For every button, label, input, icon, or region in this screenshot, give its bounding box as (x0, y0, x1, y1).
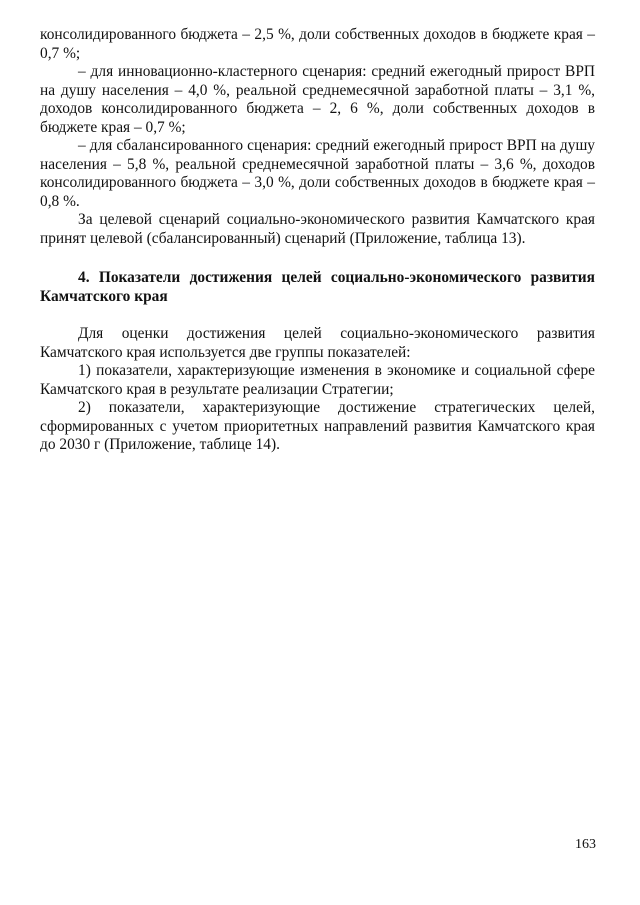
list-item-indicators-1: 1) показатели, характеризующие изменения в экономике и социальной сфере Камчатского края в результате реализации Стратегии; (40, 362, 595, 398)
page-body (40, 26, 595, 455)
page-number: 163 (575, 837, 596, 852)
paragraph-indicator-groups: Для оценки достижения целей социально-экономического развития Камчатского края используется две группы показателей: (40, 325, 595, 361)
list-item-indicators-2: 2) показатели, характеризующие достижение стратегических целей, сформированных с учетом приоритетных направлений развития Камчатского края до 2030 г (Приложение, таблице 14). (40, 399, 595, 453)
paragraph-innovation-cluster-scenario: – для инновационно-кластерного сценария: средний ежегодный прирост ВРП на душу населения – 4,0 %, реальной среднемесячной заработной платы – 3,1 %, доходов консолидированного бюджета – 2, 6 %, доли собственных доходов в бюджете края – 0,7 %; (40, 63, 595, 136)
section-heading: 4. Показатели достижения целей социально-экономического развития Камчатского края (40, 269, 595, 305)
paragraph-consolidated-budget: консолидированного бюджета – 2,5 %, доли собственных доходов в бюджете края – 0,7 %; (40, 26, 595, 62)
paragraph-target-scenario: За целевой сценарий социально-экономического развития Камчатского края принят целевой (сбалансированный) сценарий (Приложение, таблица 13). (40, 211, 595, 247)
paragraph-balanced-scenario: – для сбалансированного сценария: средний ежегодный прирост ВРП на душу населения – 5,8 %, реальной среднемесячной заработной платы – 3,6 %, доходов консолидированного бюджета – 3,0 %, доли собственных доходов в бюджете края – 0,8 %. (40, 137, 595, 210)
